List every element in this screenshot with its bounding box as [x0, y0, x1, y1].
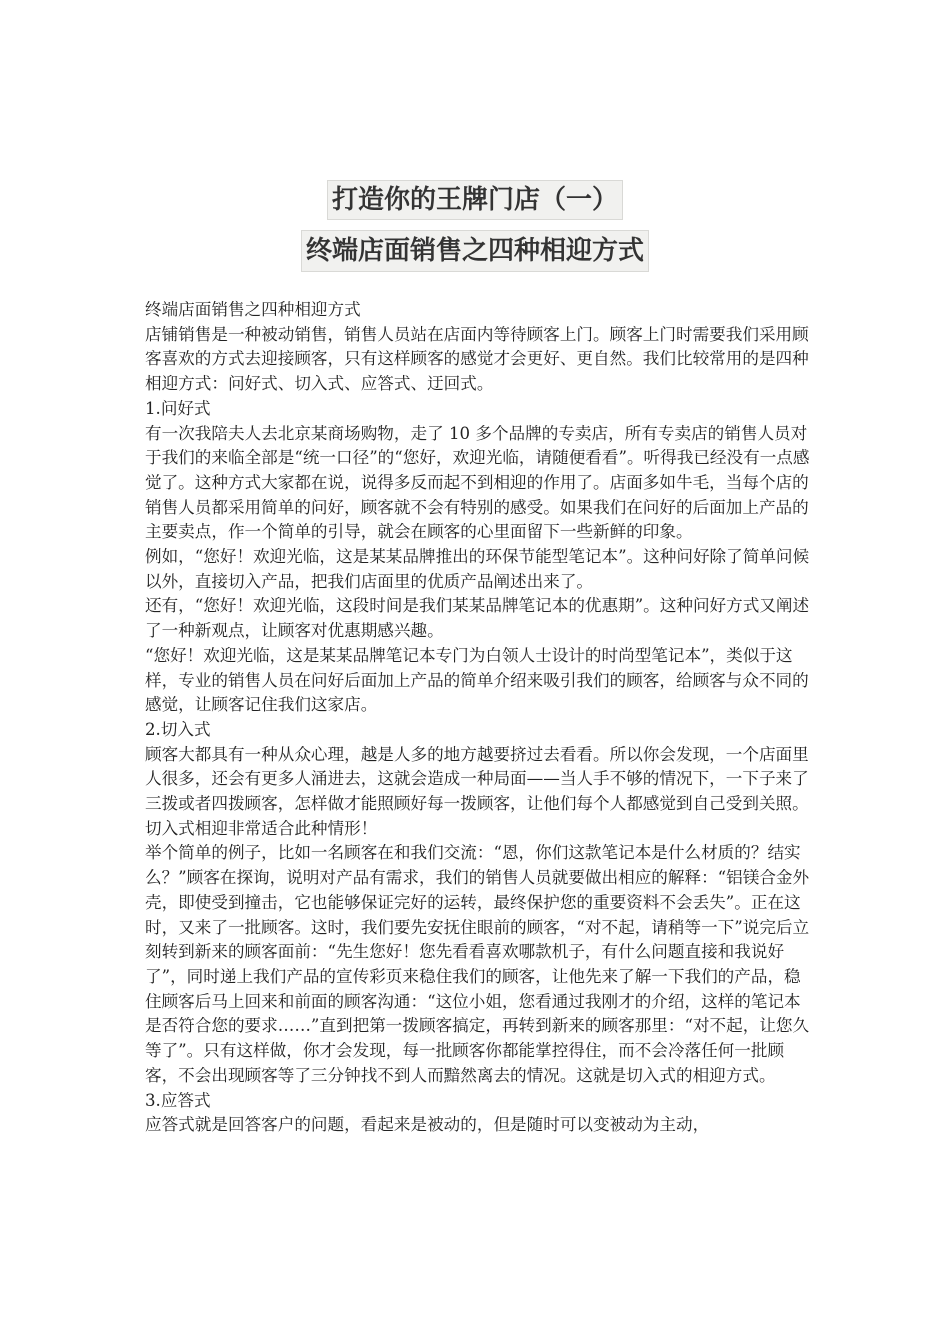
paragraph: “您好！欢迎光临，这是某某品牌笔记本专门为白领人士设计的时尚型笔记本”，类似于这样，专业的销售人员在问好后面加上产品的简单介绍来吸引我们的顾客，给顾客与众不同的感觉，让顾客记住我们这家店。 [145, 645, 809, 715]
document-title: 打造你的王牌门店（一） [327, 180, 623, 220]
paragraph: 有一次我陪夫人去北京某商场购物，走了 10 多个品牌的专卖店，所有专卖店的销售人员对于我们的来临全部是“统一口径”的“您好，欢迎光临，请随便看看”。听得我已经没有一点感觉了。这种方式大家都在说，说得多反而起不到相迎的作用了。店面多如牛毛，当每个店的销售人员都采用简单的问好，顾客就不会有特别的感受。如果我们在问好的后面加上产品的主要卖点，作一个简单的引导，就会在顾客的心里面留下一些新鲜的印象。 [145, 423, 810, 542]
paragraph: 举个简单的例子，比如一名顾客在和我们交流：“恩，你们这款笔记本是什么材质的？结实么？”顾客在探询，说明对产品有需求，我们的销售人员就要做出相应的解释：“铝镁合金外壳，即使受到撞击，它也能够保证完好的运转，最终保护您的重要资料不会丢失”。正在这时，又来了一批顾客。这时，我们要先安抚住眼前的顾客，“对不起，请稍等一下”说完后立刻转到新来的顾客面前：“先生您好！您先看看喜欢哪款机子，有什么问题直接和我说好了”，同时递上我们产品的宣传彩页来稳住我们的顾客，让他先来了解一下我们的产品，稳住顾客后马上回来和前面的顾客沟通：“这位小姐，您看通过我刚才的介绍，这样的笔记本是否符合您的要求……”直到把第一拨顾客搞定，再转到新来的顾客那里：“对不起，让您久等了”。只有这样做，你才会发现，每一批顾客你都能掌控得住，而不会冷落任何一批顾客，不会出现顾客等了三分钟找不到人而黯然离去的情况。这就是切入式的相迎方式。 [145, 843, 810, 1085]
section-heading: 2.切入式 [145, 719, 211, 739]
article-intro-heading: 终端店面销售之四种相迎方式 [145, 300, 361, 319]
paragraph: 应答式就是回答客户的问题，看起来是被动的，但是随时可以变被动为主动， [145, 1115, 710, 1135]
article-body [145, 298, 817, 1138]
section-heading: 1.问好式 [145, 398, 211, 418]
section-heading: 3.应答式 [145, 1090, 211, 1110]
paragraph: 还有，“您好！欢迎光临，这段时间是我们某某品牌笔记本的优惠期”。这种问好方式又阐述了一种新观点，让顾客对优惠期感兴趣。 [145, 596, 810, 641]
paragraph: 例如，“您好！欢迎光临，这是某某品牌推出的环保节能型笔记本”。这种问好除了简单问候以外，直接切入产品，把我们店面里的优质产品阐述出来了。 [145, 547, 810, 591]
document-subtitle: 终端店面销售之四种相迎方式 [301, 230, 649, 272]
paragraph: 顾客大都具有一种从众心理，越是人多的地方越要挤过去看看。所以你会发现，一个店面里人很多，还会有更多人涌进去，这就会造成一种局面——当人手不够的情况下，一下子来了三拨或者四拨顾客，怎样做才能照顾好每一拨顾客，让他们每个人都感觉到自己受到关照。切入式相迎非常适合此种情形！ [145, 744, 809, 838]
paragraph: 店铺销售是一种被动销售，销售人员站在店面内等待顾客上门。顾客上门时需要我们采用顾客喜欢的方式去迎接顾客，只有这样顾客的感觉才会更好、更自然。我们比较常用的是四种相迎方式：问好式、切入式、应答式、迂回式。 [145, 324, 809, 394]
